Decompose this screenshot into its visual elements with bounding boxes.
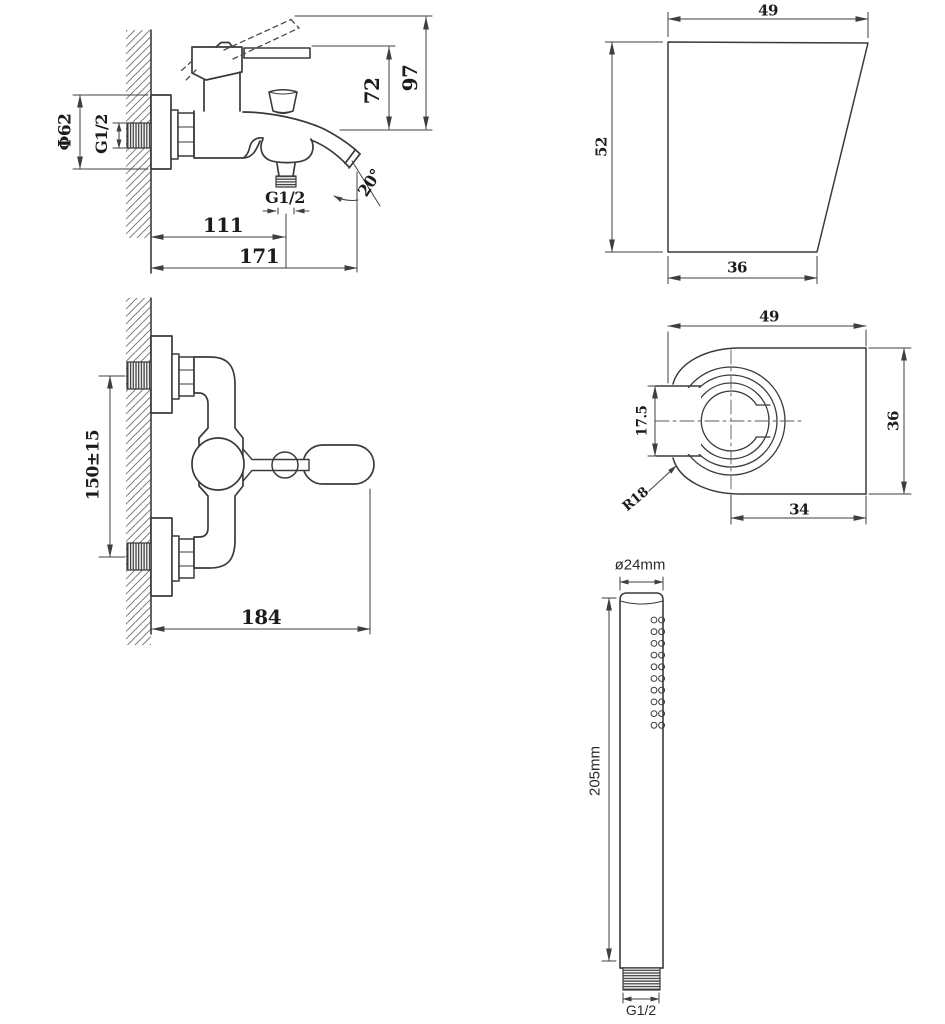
dim-handle-height: 72 [360, 77, 384, 105]
holder-profile [668, 42, 868, 252]
dim-shower-diameter: ø24mm [614, 556, 666, 574]
mixer-side-view [73, 16, 432, 273]
shower-wand-body [620, 593, 663, 968]
dim-max-height: 97 [398, 64, 422, 92]
dim-shower-thread: G1/2 [625, 1002, 657, 1018]
mixer-front-view [99, 298, 374, 645]
dim-escutcheon-diameter: Φ62 [55, 113, 76, 151]
cartridge-circle [192, 438, 244, 490]
wall-thread-bottom [127, 543, 151, 570]
escutcheon-plate [151, 95, 171, 169]
handle-grip [303, 445, 374, 484]
dim-outlet-offset: 111 [202, 213, 244, 237]
wall-thread-top [127, 362, 151, 389]
dim-slot-width: 17.5 [634, 405, 651, 437]
wall-hatch [126, 298, 151, 645]
dim-inlet-spacing: 150±15 [83, 429, 104, 501]
dim-outlet-thread: G1/2 [265, 188, 305, 207]
dim-holder-depth: 34 [789, 500, 809, 519]
dim-overall-width: 184 [240, 605, 282, 629]
dim-shower-length: 205mm [586, 745, 604, 797]
hand-shower-view [602, 577, 664, 1003]
dim-holder-top-width: 49 [758, 1, 778, 20]
mounting-nut-bottom [172, 536, 194, 581]
holder-side-view [605, 12, 868, 284]
dim-holder-width: 49 [759, 307, 779, 326]
shower-thread [623, 968, 660, 990]
diverter-knob [269, 90, 297, 114]
mounting-nut [171, 110, 194, 159]
dim-spout-angle: 20° [353, 165, 386, 200]
outlet-thread-stub [276, 176, 296, 187]
dim-holder-height: 52 [592, 137, 611, 157]
escutcheon-plate-bottom [151, 518, 172, 596]
escutcheon-plate-top [151, 336, 172, 413]
dim-spout-reach: 171 [238, 244, 280, 268]
dim-holder-bottom-width: 36 [727, 258, 747, 277]
mounting-nut-top [172, 354, 194, 399]
holder-top-view [648, 326, 911, 524]
handle-shaft [243, 449, 309, 481]
dim-wall-thread: G1/2 [92, 114, 111, 154]
dim-holder-side-height: 36 [884, 411, 903, 431]
wall-thread-nipple [127, 123, 151, 148]
dim-radius: R18 [619, 484, 652, 515]
